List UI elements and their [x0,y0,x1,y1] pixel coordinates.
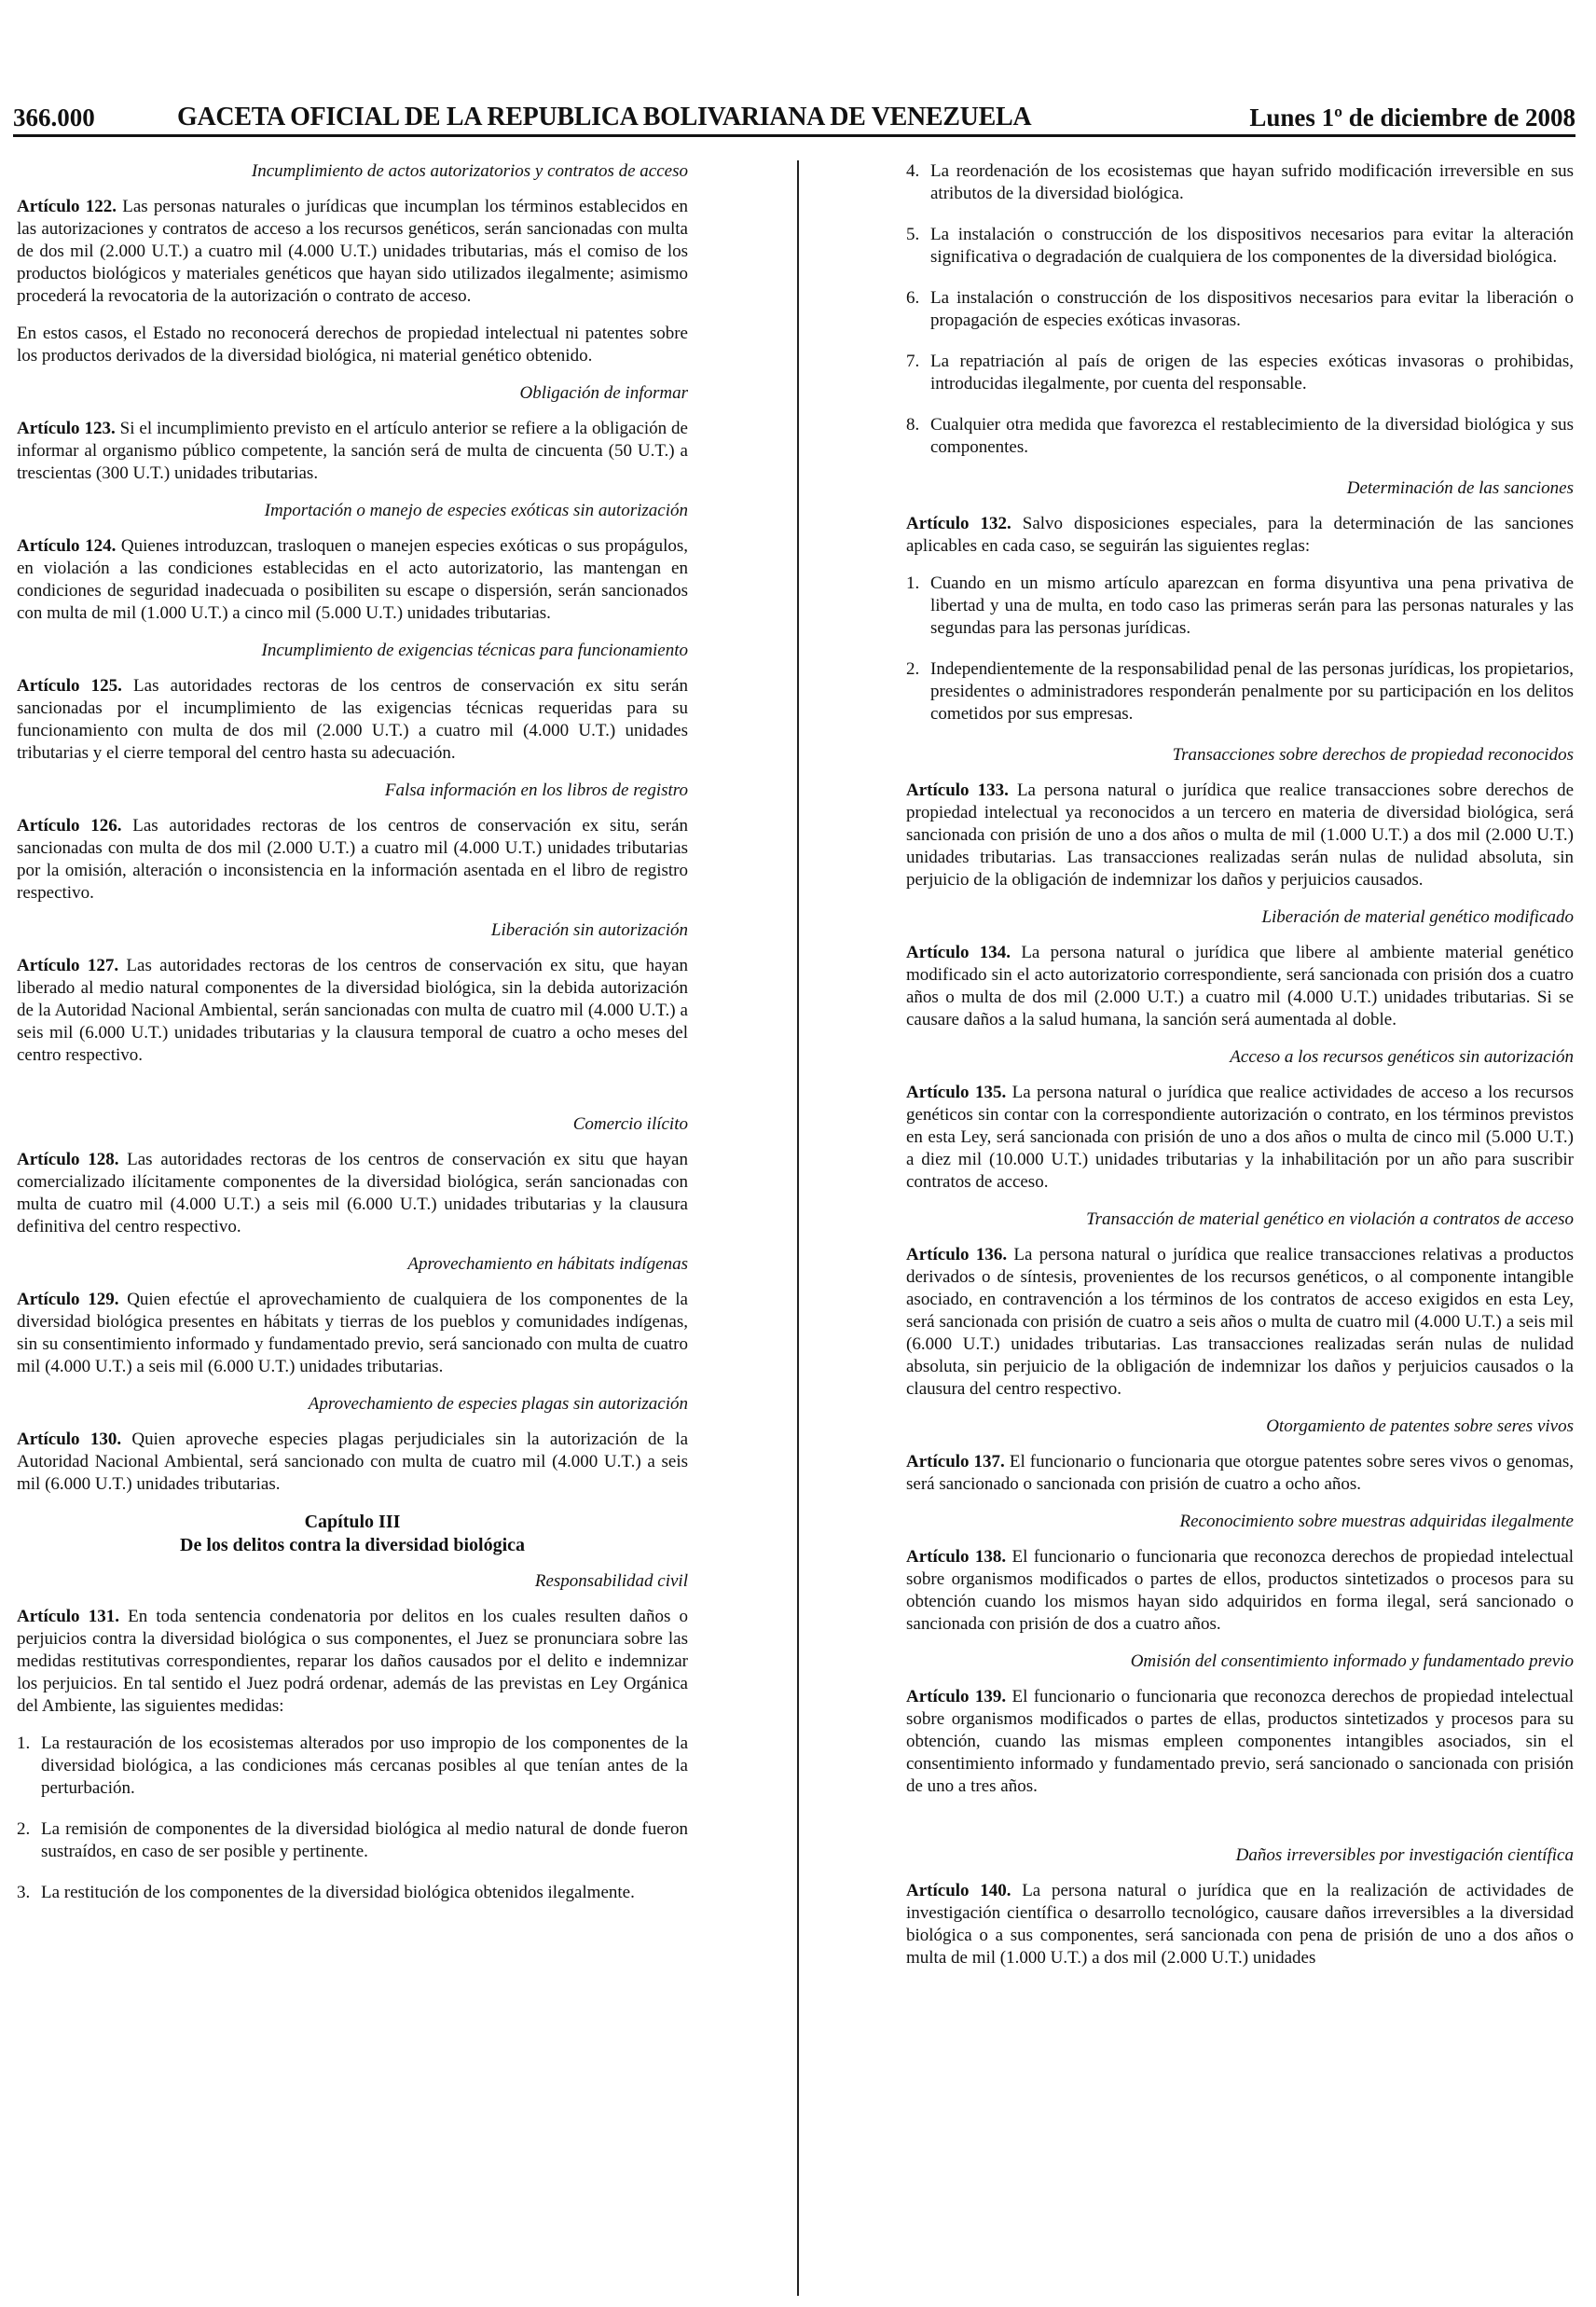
article-122 [17,196,688,308]
column-divider [797,160,799,2296]
list-text: La reordenación de los ecosistemas que hayan sufrido modificación irreversible en sus atributos de la diversidad biológica. [930,161,1574,203]
list-item [906,414,1574,459]
article-label: Artículo 136. [906,1245,1008,1264]
article-129 [17,1289,688,1378]
article-heading: Acceso a los recursos genéticos sin autorización [1230,1047,1574,1067]
article-text: Quienes introduzcan, trasloquen o manejen especies exóticas o sus propágulos, en violación a las condiciones establecidas en el acto autorizatorio, las mantengan en condiciones de seguridad inadecuada o posibiliten su escape o dispersión, serán sancionados con multa de mil (1.000 U.T.) a cinco mil (5.000 U.T.) unidades tributarias. [17,536,688,623]
article-heading: Falsa información en los libros de registro [384,781,688,800]
article-heading: Incumplimiento de actos autorizatorios y contratos de acceso [251,161,688,181]
list-number: 7. [906,352,920,371]
article-131 [17,1606,688,1718]
article-heading: Importación o manejo de especies exóticas sin autorización [264,501,688,520]
list-number: 1. [17,1734,31,1753]
article-text: Las autoridades rectoras de los centros de conservación ex situ que hayan comercializado ilícitamente componentes de la diversidad biológica, serán sancionadas con multa de cuatro mil (4.000 U.T.) a seis mil (6.000 U.T.) unidades tributarias y la clausura definitiva del centro respectivo. [17,1150,688,1236]
article-124 [17,535,688,625]
article-paragraph: En estos casos, el Estado no reconocerá derechos de propiedad intelectual ni patentes sobre los productos derivados de la diversidad biológica, ni material genético obtenido. [17,324,688,366]
article-132 [906,513,1574,558]
list-item [906,658,1574,725]
article-label: Artículo 138. [906,1547,1007,1567]
list-item [17,1818,688,1863]
article-text: La persona natural o jurídica que realice transacciones sobre derechos de propiedad intelectual ya reconocidos a un tercero en materia de diversidad biológica, será sancionada con prisión de uno a dos años o multa de mil (1.000 U.T.) a dos mil (2.000 U.T.) unidades tributarias. Las transacciones realizadas serán nulas de nulidad absoluta, sin perjuicio de la obligación de indemnizar los daños y perjuicios causados. [906,781,1574,890]
article-text: En toda sentencia condenatoria por delitos en los cuales resulten daños o perjuicios contra la diversidad biológica o sus componentes, el Juez se pronunciara sobre las medidas restitutivas correspondientes, reparar los daños causados por el delito e indemnizar los perjuicios. En tal sentido el Juez podrá ordenar, además de las previstas en Ley Orgánica del Ambiente, las siguientes medidas: [17,1607,688,1716]
article-label: Artículo 122. [17,197,117,216]
article-label: Artículo 131. [17,1607,119,1626]
article-heading: Daños irreversibles por investigación científica [1235,1845,1574,1865]
list-item [17,1882,688,1904]
article-heading: Incumplimiento de exigencias técnicas para funcionamiento [261,641,688,660]
list-text: La instalación o construcción de los dispositivos necesarios para evitar la alteración significativa o degradación de cualquiera de los componentes de la diversidad biológica. [930,225,1574,267]
article-heading: Liberación de material genético modificado [1261,907,1574,927]
article-heading: Comercio ilícito [572,1114,688,1134]
article-135 [906,1082,1574,1194]
article-text: Si el incumplimiento previsto en el artículo anterior se refiere a la obligación de informar al organismo público competente, la sanción será de multa de cincuenta (50 U.T.) a trescientas (300 U.T.) unidades tributarias. [17,419,688,483]
article-text: El funcionario o funcionaria que otorgue patentes sobre seres vivos o genomas, será sancionado o sancionada con prisión de cuatro a ocho años. [906,1452,1574,1494]
chapter-title: Capítulo III [304,1512,401,1532]
article-text: Salvo disposiciones especiales, para la determinación de las sanciones aplicables en cada caso, se seguirán las siguientes reglas: [906,514,1574,556]
rules-list [906,573,1574,725]
article-label: Artículo 135. [906,1083,1007,1102]
article-heading: Transacción de material genético en violación a contratos de acceso [1086,1209,1574,1229]
list-item [906,224,1574,269]
article-139 [906,1686,1574,1798]
list-number: 6. [906,288,920,308]
article-text: La persona natural o jurídica que realice transacciones relativas a productos derivados o de síntesis, provenientes de los recursos genéticos, o al componente intangible asociado, en contravención a los términos de los contratos de acceso exigidos en esta Ley, será sancionada con prisión de cuatro a seis años o multa de cuatro mil (4.000 U.T.) a seis mil (6.000 U.T.) unidades tributarias. Las transacciones realizadas serán nulas de nulidad absoluta, sin perjuicio de la obligación de indemnizar los daños y perjuicios causados o la clausura del centro respectivo. [906,1245,1574,1399]
article-125 [17,675,688,765]
article-heading: Obligación de informar [519,383,688,403]
list-text: Cuando en un mismo artículo aparezcan en forma disyuntiva una pena privativa de libertad y una de multa, en todo caso las primeras serán para las personas naturales y las segundas para las personas jurídicas. [930,573,1574,638]
article-133 [906,780,1574,891]
list-item [906,287,1574,332]
article-127 [17,955,688,1067]
article-text: Las autoridades rectoras de los centros de conservación ex situ serán sancionadas por el incumplimiento de las exigencias técnicas requeridas para su funcionamiento con multa de dos mil (2.000 U.T.) a cuatro mil (4.000 U.T.) unidades tributarias y el cierre temporal del centro hasta su adecuación. [17,676,688,763]
article-140 [906,1880,1574,1969]
article-text: Quien aproveche especies plagas perjudiciales sin la autorización de la Autoridad Nacional Ambiental, será sancionado con multa de cuatro mil (4.000 U.T.) a seis mil (6.000 U.T.) unidades tributarias. [17,1430,688,1494]
article-label: Artículo 134. [906,943,1011,962]
list-item [906,160,1574,205]
article-128 [17,1149,688,1238]
chapter-subtitle: De los delitos contra la diversidad biológica [180,1535,525,1555]
list-text: La remisión de componentes de la diversidad biológica al medio natural de donde fueron sustraídos, en caso de ser posible y pertinente. [41,1819,688,1861]
list-text: Cualquier otra medida que favorezca el restablecimiento de la diversidad biológica y sus componentes. [930,415,1574,457]
page-number: 366.000 [13,104,95,131]
article-label: Artículo 124. [17,536,117,556]
article-label: Artículo 129. [17,1290,119,1309]
list-number: 8. [906,415,920,435]
article-heading: Omisión del consentimiento informado y fundamentado previo [1130,1651,1574,1671]
list-item [906,573,1574,640]
article-label: Artículo 125. [17,676,122,696]
list-number: 2. [906,659,920,679]
article-label: Artículo 128. [17,1150,119,1169]
list-text: La restauración de los ecosistemas alterados por uso impropio de los componentes de la diversidad biológica, a las condiciones más cercanas posibles al que tenían antes de la perturbación. [41,1734,688,1798]
article-130 [17,1429,688,1496]
article-label: Artículo 127. [17,956,119,975]
list-number: 3. [17,1883,31,1902]
article-label: Artículo 130. [17,1430,122,1449]
article-text: Las autoridades rectoras de los centros de conservación ex situ, serán sancionadas con multa de dos mil (2.000 U.T.) a cuatro mil (4.000 U.T.) unidades tributarias por la omisión, alteración o inconsistencia en la información asentada en el libro de registro respectivo. [17,816,688,903]
article-heading: Aprovechamiento en hábitats indígenas [407,1254,688,1274]
article-137 [906,1451,1574,1496]
article-heading: Reconocimiento sobre muestras adquiridas ilegalmente [1179,1512,1574,1531]
article-label: Artículo 126. [17,816,122,836]
article-text: Las personas naturales o jurídicas que incumplan los términos establecidos en las autorizaciones y contratos de acceso a los recursos genéticos, serán sancionadas con multa de dos mil (2.000 U.T.) a cuatro mil (4.000 U.T.) unidades tributarias, más el comiso de los productos biológicos y materiales genéticos que hayan sido utilizados ilegalmente; asimismo procederá la revocatoria de la autorización o contrato de acceso. [17,197,688,306]
article-text: La persona natural o jurídica que realice actividades de acceso a los recursos genéticos sin contar con la correspondiente autorización o contrato, en los términos previstos en esta Ley, será sancionada con prisión de uno a dos años o multa de cinco mil (5.000 U.T.) a diez mil (10.000 U.T.) unidades tributarias y la inhabilitación por un año para suscribir contratos de acceso. [906,1083,1574,1192]
article-heading: Responsabilidad civil [534,1571,688,1591]
measures-list [17,1733,688,1904]
gazette-title: GACETA OFICIAL DE LA REPUBLICA BOLIVARIANA DE VENEZUELA [177,103,1032,131]
article-label: Artículo 123. [17,419,116,438]
measures-list-continued [906,160,1574,459]
article-126 [17,815,688,905]
article-text: El funcionario o funcionaria que reconozca derechos de propiedad intelectual sobre organismos modificados o partes de ellos, productos sintetizados o procesos para su obtención cuando los mismos hayan sido adquiridos en forma ilegal, será sancionado o sancionada con prisión de dos a cuatro años. [906,1547,1574,1634]
article-heading: Transacciones sobre derechos de propiedad reconocidos [1172,745,1574,765]
list-text: La restitución de los componentes de la diversidad biológica obtenidos ilegalmente. [41,1883,635,1902]
issue-date: Lunes 1º de diciembre de 2008 [1249,104,1575,131]
chapter-heading [17,1511,688,1557]
article-134 [906,942,1574,1031]
article-heading: Liberación sin autorización [490,920,688,940]
article-text: El funcionario o funcionaria que reconozca derechos de propiedad intelectual sobre organismos modificados o partes de ellas, productos sintetizados y procesos para su obtención, cuando las mismas empleen componentes intangibles asociados, sin el consentimiento informado y fundamentado previo, será sancionado o sancionada con prisión de uno a tres años. [906,1687,1574,1796]
article-text: La persona natural o jurídica que libere al ambiente material genético modificado sin el acto autorizatorio correspondiente, será sancionada con prisión dos a cuatro años o multa de dos mil (2.000 U.T.) a cuatro mil (4.000 U.T.) unidades tributarias. Si se causare daños a la salud humana, la sanción será aumentada al doble. [906,943,1574,1029]
article-123 [17,418,688,485]
list-number: 2. [17,1819,31,1839]
list-text: Independientemente de la responsabilidad penal de las personas jurídicas, los propietarios, presidentes o administradores responderán penalmente por su participación en los delitos cometidos por sus empresas. [930,659,1574,724]
article-text: Las autoridades rectoras de los centros de conservación ex situ, que hayan liberado al medio natural componentes de la diversidad biológica, sin la debida autorización de la Autoridad Nacional Ambiental, serán sancionadas con multa de cuatro mil (4.000 U.T.) a seis mil (6.000 U.T.) unidades tributarias y la clausura temporal de cuatro a ocho meses del centro respectivo. [17,956,688,1065]
article-heading: Otorgamiento de patentes sobre seres vivos [1266,1416,1574,1436]
article-heading: Determinación de las sanciones [1346,478,1574,498]
article-label: Artículo 133. [906,781,1009,800]
list-number: 4. [906,161,920,181]
article-text: Quien efectúe el aprovechamiento de cualquiera de los componentes de la diversidad biológica presentes en hábitats y tierras de los pueblos y comunidades indígenas, sin su consentimiento informado y fundamentado previo, será sancionado con multa de cuatro mil (4.000 U.T.) a seis mil (6.000 U.T.) unidades tributarias. [17,1290,688,1376]
article-label: Artículo 139. [906,1687,1007,1706]
right-column [906,160,1574,1984]
list-number: 1. [906,573,920,593]
list-item [906,351,1574,395]
list-number: 5. [906,225,920,244]
article-label: Artículo 137. [906,1452,1005,1471]
article-label: Artículo 132. [906,514,1011,533]
article-text: La persona natural o jurídica que en la realización de actividades de investigación científica o desarrollo tecnológico, causare daños irreversibles a la diversidad biológica o a sus componentes, será sancionada con pena de prisión de uno a dos años o multa de mil (1.000 U.T.) a dos mil (2.000 U.T.) unidades [906,1881,1574,1968]
article-label: Artículo 140. [906,1881,1011,1900]
page-header [13,101,1575,137]
article-heading: Aprovechamiento de especies plagas sin autorización [308,1394,688,1414]
left-column [17,160,688,1923]
article-136 [906,1244,1574,1401]
list-item [17,1733,688,1800]
article-138 [906,1546,1574,1636]
list-text: La instalación o construcción de los dispositivos necesarios para evitar la liberación o propagación de especies exóticas invasoras. [930,288,1574,330]
list-text: La repatriación al país de origen de las especies exóticas invasoras o prohibidas, introducidas ilegalmente, por cuenta del responsable. [930,352,1574,394]
